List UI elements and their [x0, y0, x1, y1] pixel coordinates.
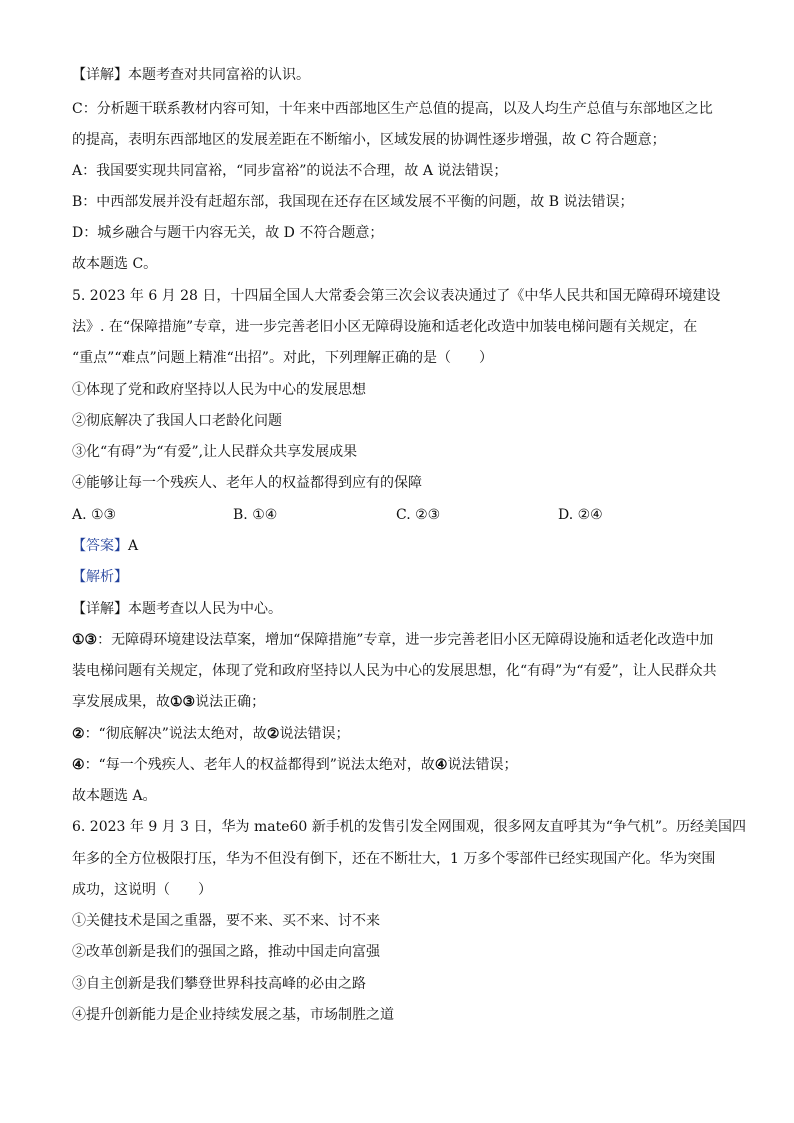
q4-detail: [72, 66, 732, 84]
q4-c-line2: 的提高，表明东西部地区的发展差距在不断缩小，区域发展的协调性逐步增强，故 C 符合题意；: [72, 132, 666, 148]
exp4-text-mark: ④: [434, 757, 448, 773]
q5-stem-line3: “重点”“难点”问题上精准“出招”。对此，下列理解正确的是（ ）: [72, 350, 493, 366]
exp4-text-b: 说法错误；: [447, 757, 518, 773]
exp1-line3-mark: ①③: [170, 694, 196, 710]
exp4-mark: ④: [72, 757, 85, 773]
q6-stem-line1: 6. 2023 年 9 月 3 日，华为 mate60 新手机的发售引发全网围观，很多网友直呼其为“争气机”。历经美国四: [72, 819, 747, 835]
q5-detail: 【详解】本题考查以人民为中心。: [72, 601, 282, 617]
q5-exp2: [72, 725, 732, 743]
exp2-mark: ②: [72, 726, 85, 742]
q6-stem-line2: 年多的全方位极限打压，华为不但没有倒下，还在不断壮大，1 万多个零部件已经实现国产化。华为突围: [72, 851, 716, 867]
q5-exp1-line3: [72, 693, 732, 711]
q6-item3: ③自主创新是我们攀登世界科技高峰的必由之路: [72, 976, 366, 992]
q5-option-b: B. ①④: [233, 507, 278, 523]
exp1-mark: ①③: [72, 632, 98, 648]
exp2-text-a: ：“彻底解决”说法太绝对，故: [84, 726, 267, 742]
q5-option-c: C. ②③: [396, 507, 441, 523]
answer-value: A: [128, 538, 139, 554]
q5-conclusion: 故本题选 A。: [72, 788, 157, 804]
q5-option-a: A. ①③: [72, 507, 117, 523]
exp1-text: ：无障碍环境建设法草案，增加“保障措施”专章，进一步完善老旧小区无障碍设施和适老化改造中加: [97, 632, 714, 648]
q5-stem-line1: 5. 2023 年 6 月 28 日，十四届全国人大常委会第三次会议表决通过了《中华人民共和国无障碍环境建设: [72, 288, 721, 304]
q5-exp4: [72, 756, 732, 774]
q4-a-line: A：我国要实现共同富裕，“同步富裕”的说法不合理，故 A 说法错误；: [72, 163, 508, 179]
exp1-line3-a: 享发展成果，故: [72, 694, 170, 710]
q5-option-d: D. ②④: [558, 507, 603, 523]
answer-tag: 【答案】: [72, 538, 128, 554]
q6-stem-line3: 成功，这说明（ ）: [72, 882, 212, 898]
q5-analysis-tag: 【解析】: [72, 569, 128, 585]
q6-item4: ④提升创新能力是企业持续发展之基，市场制胜之道: [72, 1007, 394, 1023]
q6-item1: ①关健技术是国之重器，要不来、买不来、讨不来: [72, 913, 380, 929]
exp2-text-mark: ②: [266, 726, 280, 742]
exp1-line3-b: 说法正确；: [195, 694, 266, 710]
q5-item3: ③化“有碍”为“有爱”,让人民群众共享发展成果: [72, 444, 358, 460]
q5-item2: ②彻底解决了我国人口老龄化问题: [72, 413, 282, 429]
q5-exp1-line2: 装电梯问题有关规定，体现了党和政府坚持以人民为中心的发展思想，化“有碍”为“有爱”，让人民群众共: [72, 663, 717, 679]
q5-item1: ①体现了党和政府坚持以人民为中心的发展思想: [72, 382, 366, 398]
q4-conclusion: 故本题选 C。: [72, 256, 158, 272]
q5-item4: ④能够让每一个残疾人、老年人的权益都得到应有的保障: [72, 475, 422, 491]
q6-item2: ②改革创新是我们的强国之路，推动中国走向富强: [72, 944, 380, 960]
exp2-text-b: 说法错误；: [279, 726, 350, 742]
q5-stem-line2: 法》. 在“保障措施”专章，进一步完善老旧小区无障碍设施和适老化改造中加装电梯问题有关规定，在: [72, 319, 698, 335]
q4-d-line: D：城乡融合与题干内容无关，故 D 不符合题意；: [72, 225, 384, 241]
q4-c-line1: C：分析题干联系教材内容可知，十年来中西部地区生产总值的提高，以及人均生产总值与东部地区之比: [72, 101, 713, 117]
q5-exp1-line1: [72, 631, 732, 649]
q4-b-line: B：中西部发展并没有赶超东部，我国现在还存在区域发展不平衡的问题，故 B 说法错误；: [72, 194, 634, 210]
exp4-text-a: ：“每一个残疾人、老年人的权益都得到”说法太绝对，故: [84, 757, 435, 773]
q4-detail-text: 【详解】本题考查对共同富裕的认识。: [72, 67, 310, 83]
q5-answer: [72, 537, 732, 555]
